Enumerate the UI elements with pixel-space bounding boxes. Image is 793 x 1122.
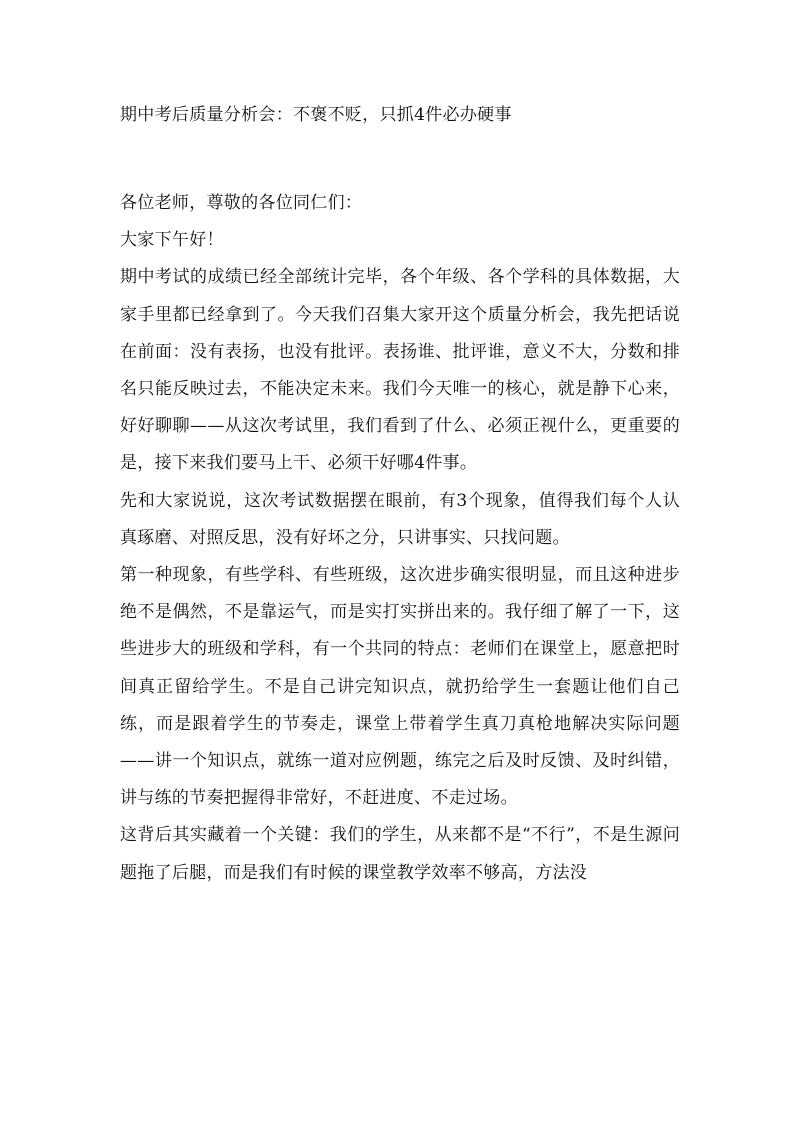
- document-title: 期中考后质量分析会：不褒不贬，只抓4件必办硬事: [120, 105, 512, 125]
- body-paragraph: 这背后其实藏着一个关键：我们的学生，从来都不是“不行”，不是生源问题拖了后腿，而是我们有时候的课堂教学效率不够高，方法没: [120, 825, 680, 883]
- document-body: [120, 185, 680, 892]
- salutation-paragraph: 各位老师，尊敬的各位同仁们：: [120, 193, 363, 213]
- body-paragraph: 期中考试的成绩已经全部统计完毕，各个年级、各个学科的具体数据，大家手里都已经拿到了。今天我们召集大家开这个质量分析会，我先把话说在前面：没有表扬，也没有批评。表扬谁、批评谁，意义不大，分数和排名只能反映过去，不能决定未来。我们今天唯一的核心，就是静下心来，好好聊聊——从这次考试里，我们看到了什么、必须正视什么，更重要的是，接下来我们要马上干、必须干好哪4件事。: [120, 267, 680, 474]
- body-paragraph: 先和大家说说，这次考试数据摆在眼前，有3个现象，值得我们每个人认真琢磨、对照反思，没有好坏之分，只讲事实、只找问题。: [120, 490, 680, 548]
- body-paragraph: 第一种现象，有些学科、有些班级，这次进步确实很明显，而且这种进步绝不是偶然，不是靠运气，而是实打实拼出来的。我仔细了解了一下，这些进步大的班级和学科，有一个共同的特点：老师们在课堂上，愿意把时间真正留给学生。不是自己讲完知识点，就扔给学生一套题让他们自己练，而是跟着学生的节奏走，课堂上带着学生真刀真枪地解决实际问题——讲一个知识点，就练一道对应例题，练完之后及时反馈、及时纠错，讲与练的节奏把握得非常好，不赶进度、不走过场。: [120, 565, 680, 809]
- greeting-paragraph: 大家下午好！: [120, 230, 224, 251]
